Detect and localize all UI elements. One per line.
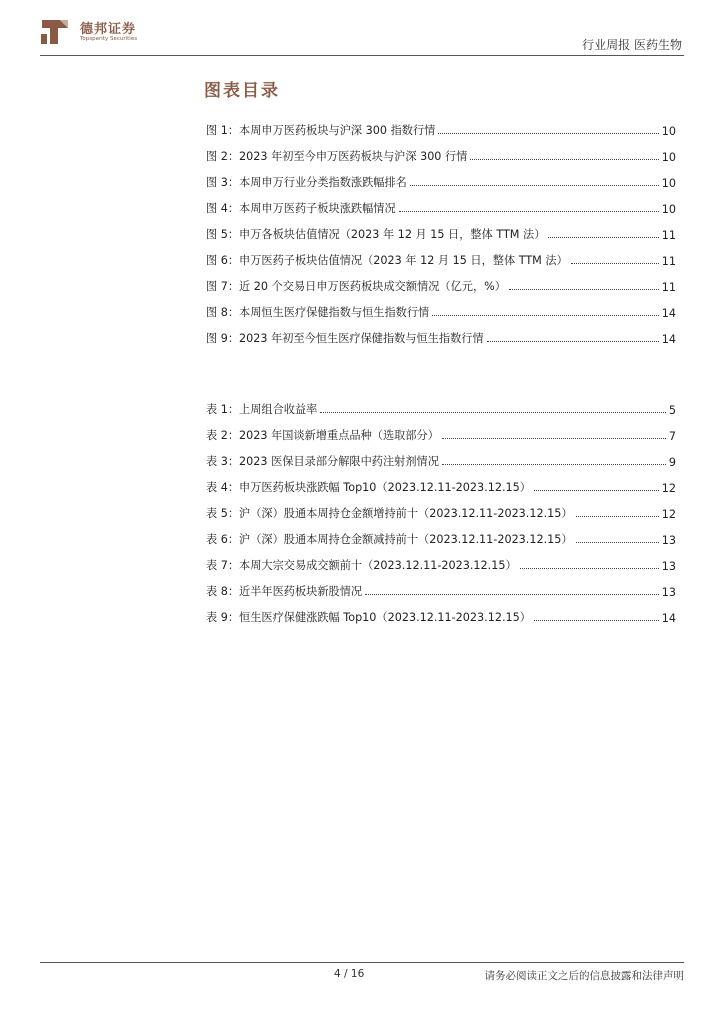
page-number: 4 / 16 — [334, 968, 365, 980]
toc-entry-page: 10 — [661, 125, 676, 138]
toc-entry-label: 图 2：2023 年初至今申万医药板块与沪深 300 行情 — [206, 150, 468, 163]
toc-entry-page: 13 — [661, 534, 676, 547]
dot-leader — [509, 289, 659, 290]
toc-entry-page: 14 — [661, 333, 676, 346]
toc-entry-label: 图 3：本周申万行业分类指数涨跌幅排名 — [206, 176, 407, 189]
toc-entry[interactable] — [206, 190, 676, 216]
dot-leader — [320, 412, 666, 413]
toc-entry-page: 12 — [661, 482, 676, 495]
toc-entry-page: 5 — [668, 404, 676, 417]
toc-entry-label: 图 6：申万医药子板块估值情况（2023 年 12 月 15 日，整体 TTM 法） — [206, 254, 568, 267]
toc-entry-page: 7 — [668, 430, 676, 443]
toc-entry-page: 14 — [661, 307, 676, 320]
toc-entry[interactable] — [206, 547, 676, 573]
toc-entry-label: 图 1：本周申万医药板块与沪深 300 指数行情 — [206, 124, 436, 137]
report-type: 行业周报 医药生物 — [582, 38, 682, 52]
toc-entry[interactable] — [206, 391, 676, 417]
toc-entry-label: 表 3：2023 医保目录部分解限中药注射剂情况 — [206, 455, 439, 468]
toc-entry-label: 表 1：上周组合收益率 — [206, 403, 318, 416]
dot-leader — [534, 490, 659, 491]
footer-divider — [40, 962, 684, 963]
dot-leader — [399, 211, 659, 212]
dot-leader — [576, 542, 659, 543]
toc-entry-label: 图 5：申万各板块估值情况（2023 年 12 月 15 日，整体 TTM 法） — [206, 228, 546, 241]
toc-entry-page: 13 — [661, 586, 676, 599]
toc-entry-label: 图 8：本周恒生医疗保健指数与恒生指数行情 — [206, 306, 430, 319]
toc-entry-page: 14 — [661, 612, 676, 625]
toc-entry[interactable] — [206, 216, 676, 242]
dot-leader — [442, 464, 666, 465]
toc-entry-label: 表 9：恒生医疗保健涨跌幅 Top10（2023.12.11-2023.12.15） — [206, 611, 531, 624]
company-logo-icon — [38, 14, 72, 48]
dot-leader — [576, 516, 659, 517]
toc-entry-label: 图 7：近 20 个交易日申万医药板块成交额情况（亿元，%） — [206, 280, 506, 293]
toc-entry[interactable] — [206, 521, 676, 547]
dot-leader — [365, 594, 659, 595]
toc-entry-label: 表 6：沪（深）股通本周持仓金额减持前十（2023.12.11-2023.12.15） — [206, 533, 573, 546]
dot-leader — [432, 315, 659, 316]
figure-list — [206, 112, 676, 346]
page-title: 图表目录 — [204, 81, 280, 101]
toc-entry-label: 表 7：本周大宗交易成交额前十（2023.12.11-2023.12.15） — [206, 559, 517, 572]
toc-entry-page: 12 — [661, 508, 676, 521]
dot-leader — [470, 159, 658, 160]
dot-leader — [438, 133, 658, 134]
toc-entry[interactable] — [206, 242, 676, 268]
toc-entry-page: 11 — [661, 255, 676, 268]
toc-entry[interactable] — [206, 112, 676, 138]
toc-entry[interactable] — [206, 599, 676, 625]
toc-entry-page: 9 — [668, 456, 676, 469]
logo-english-name: Topsperity Securities — [80, 36, 138, 42]
company-logo — [38, 14, 198, 48]
toc-entry-page: 10 — [661, 151, 676, 164]
toc-entry[interactable] — [206, 138, 676, 164]
header-divider — [40, 55, 684, 56]
toc-entry-page: 10 — [661, 203, 676, 216]
toc-entry-page: 11 — [661, 229, 676, 242]
toc-entry[interactable] — [206, 495, 676, 521]
toc-entry[interactable] — [206, 294, 676, 320]
dot-leader — [534, 620, 659, 621]
dot-leader — [442, 438, 666, 439]
toc-entry[interactable] — [206, 268, 676, 294]
toc-entry-label: 图 4：本周申万医药子板块涨跌幅情况 — [206, 202, 396, 215]
toc-entry-label: 表 8：近半年医药板块新股情况 — [206, 585, 363, 598]
toc-entry-page: 10 — [661, 177, 676, 190]
dot-leader — [571, 263, 659, 264]
toc-entry[interactable] — [206, 417, 676, 443]
table-list — [206, 391, 676, 625]
toc-entry-label: 表 4：申万医药板块涨跌幅 Top10（2023.12.11-2023.12.15） — [206, 481, 531, 494]
toc-entry[interactable] — [206, 320, 676, 346]
logo-chinese-name: 德邦证券 — [80, 22, 137, 37]
toc-entry-label: 图 9：2023 年初至今恒生医疗保健指数与恒生指数行情 — [206, 332, 484, 345]
dot-leader — [410, 185, 659, 186]
toc-entry[interactable] — [206, 573, 676, 599]
dot-leader — [487, 341, 659, 342]
toc-entry-page: 13 — [661, 560, 676, 573]
dot-leader — [548, 237, 658, 238]
toc-entry[interactable] — [206, 164, 676, 190]
toc-entry-label: 表 5：沪（深）股通本周持仓金额增持前十（2023.12.11-2023.12.15） — [206, 507, 573, 520]
toc-entry[interactable] — [206, 443, 676, 469]
toc-entry[interactable] — [206, 469, 676, 495]
toc-entry-label: 表 2：2023 年国谈新增重点品种（选取部分） — [206, 429, 439, 442]
toc-entry-page: 11 — [661, 281, 676, 294]
footer-disclaimer: 请务必阅读正文之后的信息披露和法律声明 — [484, 970, 684, 982]
dot-leader — [520, 568, 659, 569]
